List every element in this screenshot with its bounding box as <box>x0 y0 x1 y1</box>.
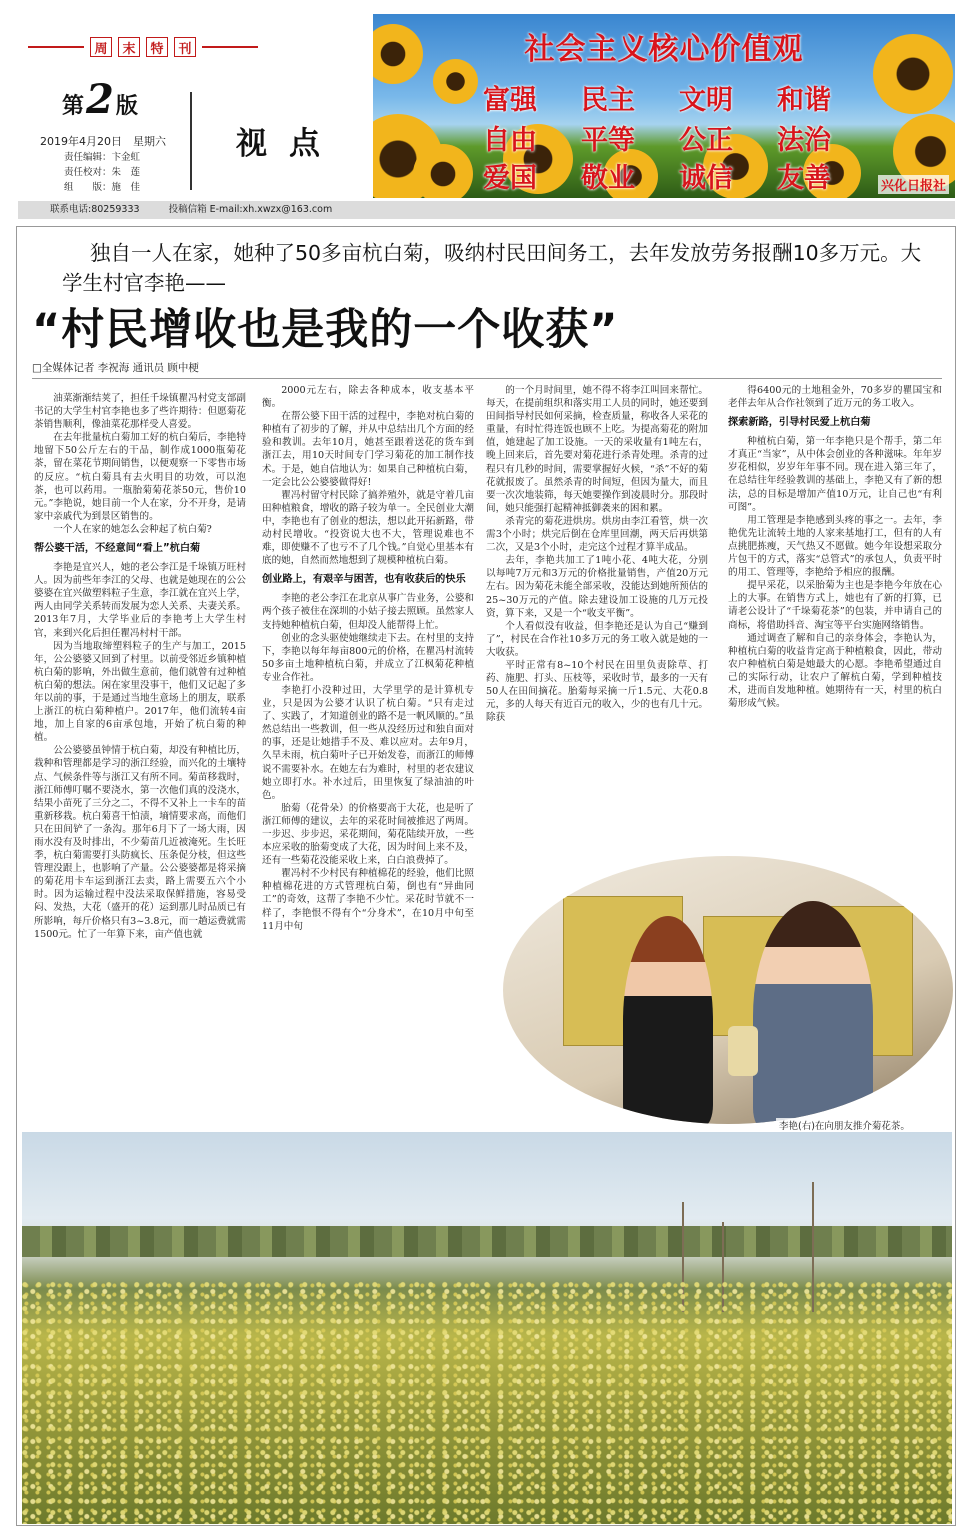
value-word: 法治 <box>777 125 831 156</box>
photo-caption: 李艳(右)在向朋友推介菊花茶。 <box>776 1118 913 1132</box>
article-column-4 <box>728 384 942 844</box>
subheading: 探索新路，引导村民爱上杭白菊 <box>728 417 871 429</box>
value-word: 公正 <box>679 125 733 156</box>
edition-digit: 2 <box>86 76 114 123</box>
kicker-char: 周 <box>90 37 112 57</box>
proofreader-credit: 责任校对：朱 莲 <box>64 167 141 178</box>
kicker-char: 特 <box>146 37 168 57</box>
paragraph: 李艳打小没种过田，大学里学的是计算机专业，只是因为公婆才认识了杭白菊。“只有走过了、实践了，才知道创业的路不是一帆风顺的。”虽然总结出一些教训，但一些从没经历过和独自面对的事，还是让她措手不及、难以应对。去年9月，久旱未雨，杭白菊叶子已开始发卷，而浙江的师傅说不需要补水。在她左右为难时，村里的老农建议她立即打水。补水过后，田里恢复了绿油油的叶色。 <box>262 684 474 801</box>
subheading: 创业路上，有艰辛与困苦，也有收获后的快乐 <box>262 574 466 586</box>
article-column-3 <box>486 384 708 854</box>
kicker-char: 末 <box>118 37 140 57</box>
issue-date: 2019年4月20日 星期六 <box>40 135 166 148</box>
article-column-2 <box>262 384 474 1124</box>
value-word: 友善 <box>777 163 831 194</box>
edition-suffix: 版 <box>115 93 138 119</box>
core-values-banner <box>373 14 955 198</box>
subheading: 帮公婆干活，不经意间“看上”杭白菊 <box>34 543 201 555</box>
paragraph: 种植杭白菊，第一年李艳只是个帮手，第二年才真正“当家”，从中体会创业的各种滋味。年年岁岁花相似，岁岁年年事不同。现在进入第三年了，在总结往年经验教训的基础上，李艳又有了新的想法，总的目标是增加产值10万元，让自己也“有利可图”。 <box>728 436 942 513</box>
paragraph: 瞿冯村留守村民除了搞养殖外，就是守着几亩田种植粮食，增收的路子较为单一。全民创业大潮中，李艳也有了创业的想法，想以此开拓新路，带动村民增收。“投资说大也不大，管理说难也不难，即使赚不了也亏不了几个钱。”自觉心里基本有底的她，自然而然地想到了规模种植杭白菊。 <box>262 489 474 567</box>
value-word: 敬业 <box>581 163 635 194</box>
paragraph: 的一个月时间里，她不得不将李江叫回来帮忙。每天，在提前组织和落实用工人员的同时，她还要到田间指导村民如何采摘，检查质量，称收各人采花的重量，有时忙得连饭也顾不上吃。为提高菊花的附加值，她建起了加工设施。一天的采收量有1吨左右，晚上回来后，首先要对菊花进行杀青处理。杀青的过程只有几秒的时间，需要掌握好火候，“杀”不好的菊花就报废了。虽然杀青的时间短，但因为量大，而且要一次次地装筛，每天她要操作到凌晨时分。那段时间，她只能强打起精神抵御袭来的困和累。 <box>486 385 708 514</box>
weekend-special-kicker <box>28 36 258 58</box>
value-word: 爱国 <box>483 163 537 194</box>
masthead-divider <box>190 92 192 190</box>
edition-prefix: 第 <box>62 93 85 119</box>
woman-left-figure <box>623 916 713 1124</box>
chrysanthemum-field-photo <box>22 1132 952 1524</box>
value-word: 自由 <box>483 125 537 156</box>
contact-email: 投稿信箱 E-mail:xh.xwzx@163.com <box>168 204 333 215</box>
paragraph: 杀青完的菊花进烘房。烘房由李江看管，烘一次需3个小时；烘完后倒在仓库里回潮，两天后再烘第二次，又是3个小时，走完这个过程才算半成品。 <box>486 515 708 554</box>
editor-credit: 责任编辑：卞金虹 <box>64 152 141 163</box>
paragraph: 在帮公婆下田干活的过程中，李艳对杭白菊的种植有了初步的了解，并从中总结出几个方面的经验和教训。去年10月，她甚至跟着送花的货车到浙江去，用10天时间专门学习菊花的加工制作技术。于是，她自信地认为：如果自己种植杭白菊，一定会比公公婆婆做得好! <box>262 411 474 488</box>
paragraph: 油菜渐渐结荚了，担任千垛镇瞿冯村党支部副书记的大学生村官李艳也多了些许期待：但愿菊花茶销售顺利，像油菜花那样受人喜爱。 <box>34 393 246 431</box>
paragraph: 胎菊（花骨朵）的价格要高于大花，也是听了浙江师傅的建议，去年的采花时间被推迟了两周。一步迟、步步迟，采花期间，菊花陆续开放，一些本应采收的胎菊变成了大花，因为时间上来不及，还有一些菊花没能采收上来，白白浪费掉了。 <box>262 802 474 867</box>
tea-promotion-photo <box>503 856 953 1124</box>
section-title: 视点 <box>236 126 342 162</box>
paragraph: 个人看似没有收益，但李艳还是认为自己“赚到了”，村民在合作社10多万元的务工收入就是她的一大收获。 <box>486 620 708 658</box>
banner-title: 社会主义核心价值观 <box>524 32 804 67</box>
paragraph: 创业的念头驱使她继续走下去。在村里的支持下，李艳以每年每亩800元的价格，在瞿冯村流转50多亩土地种植杭白菊，并成立了江枫菊花种植专业合作社。 <box>262 632 474 683</box>
byline-rule <box>32 378 942 379</box>
paragraph: 因为当地取缔塑料粒子的生产与加工，2015年，公公婆婆又回到了村里。以前受邻近乡镇种植杭白菊的影响，外出做生意前，他们就曾有过种植杭白菊的想法。闲在家里没事干，他们又记起了多年以前的事，于是通过当地生意场上的朋友，联系上浙江的杭白菊种植户。2017年，他们流转4亩地，加上自家的6亩承包地，开始了杭白菊的种植。 <box>34 640 246 744</box>
banner-row <box>483 78 831 117</box>
value-word: 民主 <box>581 85 635 116</box>
layout-credit: 组 版：施 佳 <box>64 182 141 193</box>
paragraph: 一个人在家的她怎么会种起了杭白菊? <box>53 523 212 535</box>
flower-rows <box>22 1281 952 1524</box>
article-byline: □全媒体记者 李祝海 通讯员 顾中梗 <box>32 362 199 374</box>
contact-bar <box>18 201 955 219</box>
tea-jar <box>728 1026 758 1076</box>
newspaper-logo: 兴化日报社 <box>878 175 949 194</box>
edition-number <box>62 76 138 123</box>
paragraph: 在去年批量杭白菊加工好的杭白菊后，李艳特地留下50公斤左右的干品，制作成1000瓶菊花茶，留在菜花节期间销售，以便观察一下零售市场的反应。“杭白菊具有去火明目的功效，可以泡茶，也可以药用。一瓶胎菊菊花茶50元，售价10元。”李艳说，她目前一个人在家，分不开身，是请家中亲戚代为到景区销售的。 <box>34 432 246 522</box>
value-word: 文明 <box>679 85 733 116</box>
value-word: 平等 <box>581 125 635 156</box>
paragraph: 李艳是宜兴人，她的老公李江是千垛镇万旺村人。因为前些年李江的父母、也就是她现在的公公婆婆在宜兴做塑料粒子生意，李江就在宜兴上学，两人由同学关系转而发展为恋人关系、夫妻关系。2013年7月，大学毕业后的李艳考上大学生村官，来到兴化后担任瞿冯村村干部。 <box>34 562 246 639</box>
article-headline: “村民增收也是我的一个收获” <box>32 305 619 355</box>
paragraph: 平时正常有8~10个村民在田里负责除草、打药、施肥、打头、压枝等，采收时节，最多的一天有50人在田间摘花。胎菊每采摘一斤1.5元、大花0.8元，多的人每天有近百元的收入，少的也有几十元。除获 <box>486 659 708 724</box>
article-column-1 <box>34 392 246 1122</box>
kicker-line-right <box>202 46 258 48</box>
paragraph: 李艳的老公李江在北京从事广告业务，公婆和两个孩子被住在深圳的小姑子接去照顾。虽然家人支持她种植杭白菊，但却没人能帮得上忙。 <box>262 593 474 631</box>
kicker-line-left <box>28 46 84 48</box>
banner-row <box>483 156 831 195</box>
sunflower-image <box>413 144 473 198</box>
paragraph: 用工管理是李艳感到头疼的事之一。去年，李艳优先让流转土地的人家来基地打工，但有的人有点挑肥拣瘦，天气热又不愿做。她今年设想采取分片包干的方式，落实“总管式”的承包人，负责平时的用工、管理等，李艳给予相应的报酬。 <box>728 514 942 579</box>
paragraph: 公公婆婆虽钟情于杭白菊，却没有种植比历，栽种和管理都是学习的浙江经验，而兴化的土壤特点、气候条件等与浙江又有所不同。菊苗移栽时，浙江师傅叮嘱不要浇水，第一次他们真的没浇水，结果小苗死了三分之二，不得不又补上一卡车的苗重新移栽。杭白菊喜干怕渍，墒情要求高，而他们只在田间铲了一条沟。那年6月下了一场大雨，因雨水没有及时排出，不少菊苗几近被淹死。生长旺季，杭白菊需要打头防疯长、压条促分枝，但这些管理没跟上，也影响了产量。公公婆婆都是将采摘的菊花用卡车运到浙江去卖，路上需要五六个小时。因为运输过程中没法采取保鲜措施，容易受闷、发热，大花（盛开的花）运到那儿时品质已有所影响，每斤价格只有3~3.8元，而一趟运费就需1500元。忙了一年算下来，亩产值也就 <box>34 745 246 940</box>
paragraph: 通过调查了解和自己的亲身体会，李艳认为，种植杭白菊的收益肯定高于种植粮食，因此，带动农户种植杭白菊是她最大的心愿。李艳希望通过自己的实际行动，让农户了解杭白菊，学到种植技术，进而自发地种植。她期待有一天，村里的杭白菊形成气候。 <box>728 632 942 710</box>
edition-meta <box>40 134 166 195</box>
value-word: 和谐 <box>777 85 831 116</box>
paragraph: 得6400元的土地租金外，70多岁的瞿国宝和老伴去年从合作社领到了近万元的务工收入。 <box>728 385 942 410</box>
value-word: 诚信 <box>679 163 733 194</box>
paragraph: 2000元左右，除去各种成本，收支基本平衡。 <box>262 385 474 410</box>
banner-row <box>483 118 831 157</box>
article-dek: 独自一人在家，她种了50多亩杭白菊，吸纳村民田间务工，去年发放劳务报酬10多万元。大学生村官李艳—— <box>62 241 922 295</box>
paragraph: 去年，李艳共加工了1吨小花、4吨大花，分别以每吨7万元和3万元的价格批量销售，产值20万元左右。因为菊花未能全部采收，没能达到她所预估的25~30万元的产值。除去建设加工设施的几万元投资，算下来，又是一个“收支平衡”。 <box>486 555 708 619</box>
contact-phone: 联系电话:80259333 <box>50 204 140 215</box>
value-word: 富强 <box>483 85 537 116</box>
woman-right-figure <box>753 901 873 1124</box>
paragraph: 瞿冯村不少村民有种植棉花的经验，他们比照种植棉花进的方式管理杭白菊，倒也有“异曲同工”的奇效，这帮了李艳不少忙。采花时节就不一样了，李艳恨不得有个“分身术”，在10月中旬至11月中旬 <box>262 868 474 932</box>
paragraph: 提早采花，以采胎菊为主也是李艳今年放在心上的大事。在销售方式上，她也有了新的打算，已请老公设计了“千垛菊花茶”的包装，并申请自己的商标，将借助抖音、淘宝等平台实施网络销售。 <box>728 580 942 631</box>
kicker-char: 刊 <box>174 37 196 57</box>
